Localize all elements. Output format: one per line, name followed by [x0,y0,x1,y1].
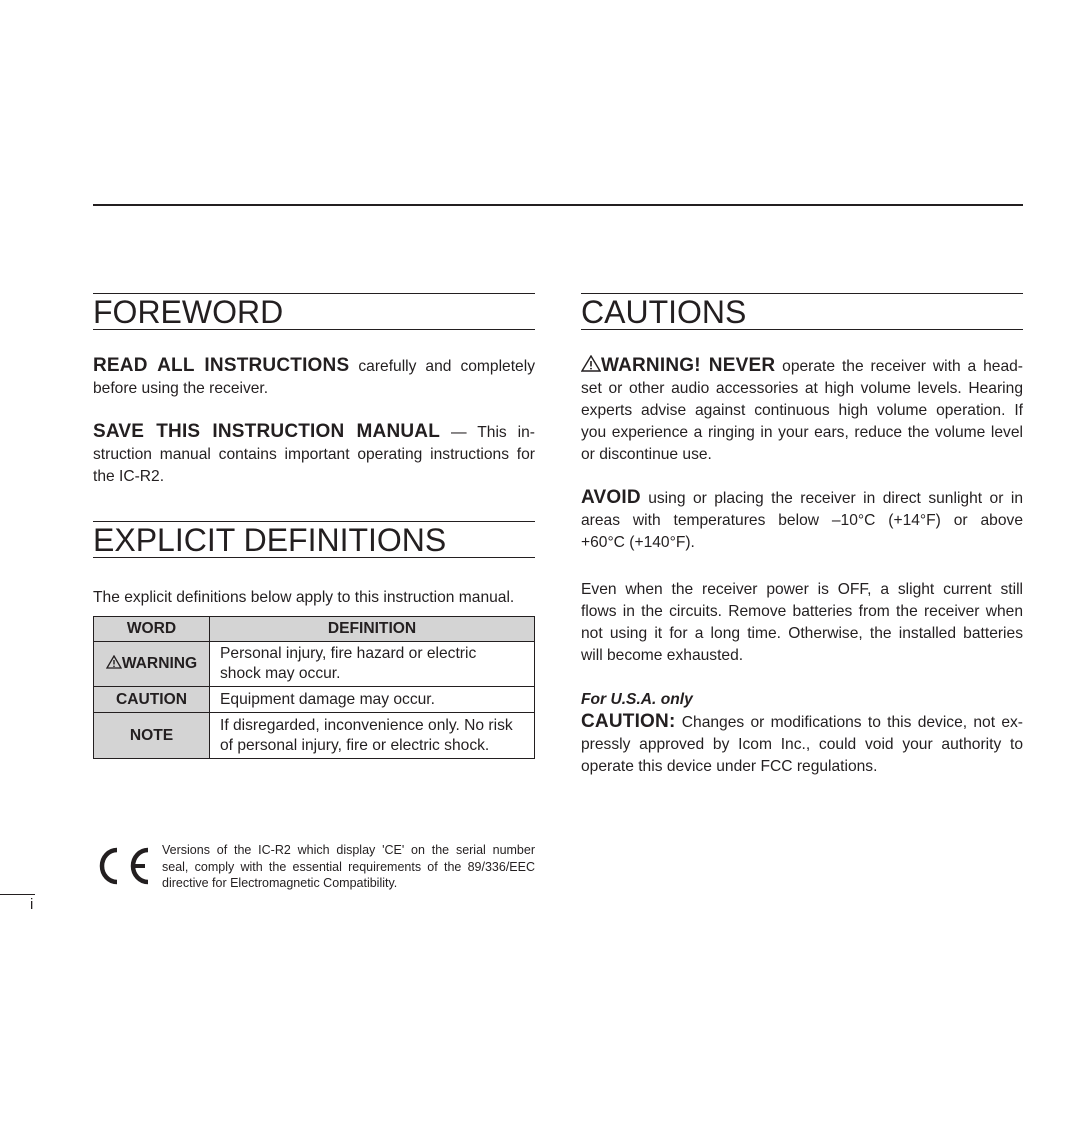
definition-line: shock may occur. [220,665,341,682]
warning-line4: you experience a ringing in your ears, reduce the volume level [581,424,1023,441]
definition-cell [210,713,535,759]
ce-notice [93,842,535,894]
definitions-table [93,616,535,759]
definition-line: Equipment damage may occur. [220,690,435,708]
power-line1: Even when the receiver power is OFF, a slight current still [581,581,1023,598]
page-edge-rule [0,894,35,895]
warning-lead: WARNING! NEVER [601,355,776,376]
fcc-line1: Changes or modiﬁcations to this device, not ex- [675,714,1023,731]
power-line2: ﬂows in the circuits. Remove batteries from the receiver when [581,603,1023,620]
avoid-line1: using or placing the receiver in direct sunlight or in [640,490,1023,507]
save-manual-lead: SAVE THIS INSTRUCTION MANUAL [93,421,441,442]
warning-triangle-icon [581,355,601,372]
power-line3: not using it for a long time. Otherwise, the installed batteries [581,625,1023,642]
save-manual-line3: the IC-R2. [93,468,165,485]
fcc-paragraph [581,689,1023,778]
warning-paragraph [581,355,1023,466]
save-manual-line1: — This in- [440,424,535,441]
ce-mark-icon [96,844,150,888]
page-number: i [30,896,34,913]
usa-only-label: For U.S.A. only [581,691,693,708]
save-manual-line2: struction manual contains important operating instructions for [93,446,535,463]
table-row [94,713,535,759]
fcc-line2: pressly approved by Icom Inc., could void your authority to [581,736,1023,753]
ce-line: Versions of the IC-R2 which display 'CE' on the serial number [162,843,535,857]
warning-line2: set or other audio accessories at high volume levels. Hearing [581,380,1023,397]
read-all-lead: READ ALL INSTRUCTIONS [93,355,350,376]
col-header-definition: DEFINITION [210,617,535,642]
foreword-heading: FOREWORD [93,293,535,330]
word-cell-note: NOTE [94,713,210,759]
warning-line1: operate the receiver with a head- [775,358,1023,375]
ce-line: seal, comply with the essential requirements of the 89/336/EEC [162,859,535,874]
fcc-caution-lead: CAUTION: [581,711,676,732]
avoid-line2: areas with temperatures below –10°C (+14°F) or above [581,512,1023,529]
read-all-line2: before using the receiver. [93,380,269,397]
definition-line: Personal injury, ﬁre hazard or electric [220,645,477,662]
avoid-line3: +60°C (+140°F). [581,534,695,551]
ce-notice-text [162,842,535,892]
table-row [94,642,535,687]
warning-line5: or discontinue use. [581,446,712,463]
top-rule [93,204,1023,206]
read-all-line1: carefully and completely [349,358,535,375]
definition-cell [210,642,535,687]
table-header-row [94,617,535,642]
ce-line: directive for Electromagnetic Compatibility. [162,876,398,890]
power-off-paragraph [581,579,1023,667]
warning-triangle-icon [106,655,122,669]
definition-line: If disregarded, inconvenience only. No risk [220,716,513,734]
avoid-lead: AVOID [581,487,641,508]
definitions-intro: The explicit deﬁnitions below apply to this instruction manual. [93,589,515,606]
foreword-read-all-paragraph [93,355,535,400]
foreword-save-manual-paragraph [93,421,535,488]
cautions-heading: CAUTIONS [581,293,1023,330]
fcc-line3: operate this device under FCC regulations. [581,758,878,775]
word-label: WARNING [121,655,198,672]
warning-line3: experts advise against continuous high volume operation. If [581,402,1023,419]
right-column [581,293,1023,783]
definition-cell [210,687,535,713]
word-cell-warning [94,642,210,687]
left-column [93,293,535,773]
avoid-paragraph [581,487,1023,554]
table-row [94,687,535,713]
col-header-word: WORD [94,617,210,642]
word-cell-caution: CAUTION [94,687,210,713]
power-line4: will become exhausted. [581,647,744,664]
definition-line: of personal injury, ﬁre or electric shock. [220,736,490,754]
definitions-heading: EXPLICIT DEFINITIONS [93,521,535,558]
